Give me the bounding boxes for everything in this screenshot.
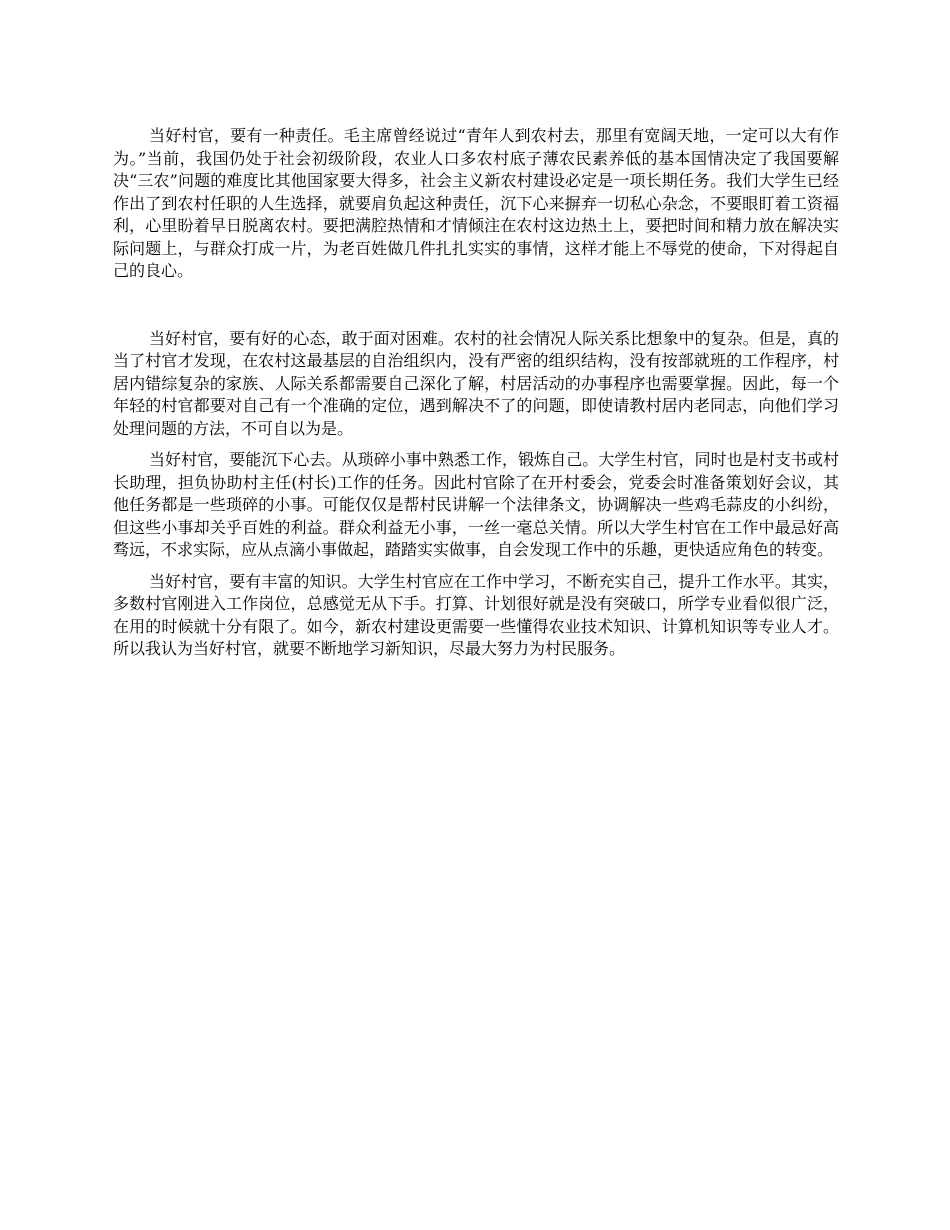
document-body <box>113 125 839 661</box>
paragraph-humble-work: 当好村官，要能沉下心去。从琐碎小事中熟悉工作，锻炼自己。大学生村官，同时也是村支书或村长助理，担负协助村主任(村长)工作的任务。因此村官除了在开村委会，党委会时准备策划好会议，其他任务都是一些琐碎的小事。可能仅仅是帮村民讲解一个法律条文，协调解决一些鸡毛蒜皮的小纠纷，但这些小事却关乎百姓的利益。群众利益无小事，一丝一毫总关情。所以大学生村官在工作中最忌好高骛远，不求实际，应从点滴小事做起，踏踏实实做事，自会发现工作中的乐趣，更快适应角色的转变。 <box>113 450 839 559</box>
paragraph-knowledge: 当好村官，要有丰富的知识。大学生村官应在工作中学习，不断充实自己，提升工作水平。其实，多数村官刚进入工作岗位，总感觉无从下手。打算、计划很好就是没有突破口，所学专业看似很广泛，在用的时候就十分有限了。如今，新农村建设更需要一些懂得农业技术知识、计算机知识等专业人才。所以我认为当好村官，就要不断地学习新知识，尽最大努力为村民服务。 <box>113 571 839 658</box>
paragraph-responsibility: 当好村官，要有一种责任。毛主席曾经说过“青年人到农村去，那里有宽阔天地，一定可以大有作为。”当前，我国仍处于社会初级阶段，农业人口多农村底子薄农民素养低的基本国情决定了我国要解决“三农”问题的难度比其他国家要大得多，社会主义新农村建设必定是一项长期任务。我们大学生已经作出了到农村任职的人生选择，就要肩负起这种责任，沉下心来摒弃一切私心杂念，不要眼盯着工资福利，心里盼着早日脱离农村。要把满腔热情和才情倾注在农村这边热土上，要把时间和精力放在解决实际问题上，与群众打成一片，为老百姓做几件扎扎实实的事情，这样才能上不辱党的使命，下对得起自己的良心。 <box>113 126 839 280</box>
paragraph-mindset: 当好村官，要有好的心态，敢于面对困难。农村的社会情况人际关系比想象中的复杂。但是，真的当了村官才发现，在农村这最基层的自治组织内，没有严密的组织结构，没有按部就班的工作程序，村居内错综复杂的家族、人际关系都需要自己深化了解，村居活动的办事程序也需要掌握。因此，每一个年轻的村官都要对自己有一个准确的定位，遇到解决不了的问题，即使请教村居内老同志，向他们学习处理问题的方法，不可自以为是。 <box>113 328 839 438</box>
